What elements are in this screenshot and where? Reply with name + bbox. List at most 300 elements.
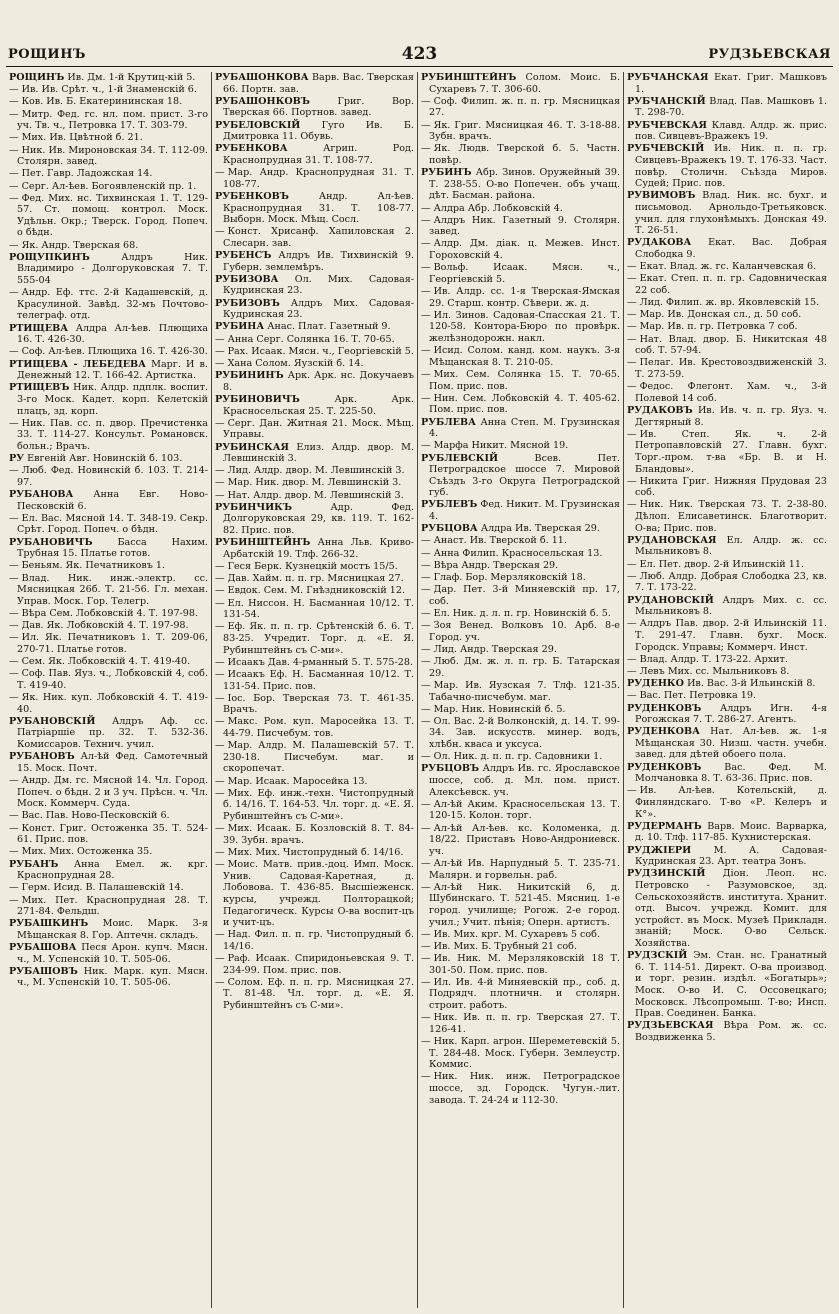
page-number: 423 bbox=[401, 44, 438, 64]
ditto-dash: — bbox=[215, 561, 225, 572]
ditto-dash: — bbox=[627, 321, 637, 333]
directory-entry bbox=[215, 191, 414, 226]
entry-details: Ел. Алдр. ж. сс. Мыльниковъ 8. bbox=[635, 534, 827, 558]
entry-details: Ник. Алдр. пдплк. воспит. 3-го Моск. Кадет. корп. Келетскій плацъ, зд. корп. bbox=[17, 382, 208, 417]
entry-details: Моис. Марк. 3-я Мѣщанская 8. Гор. Аптечн. складъ. bbox=[17, 918, 208, 941]
directory-entry bbox=[215, 346, 414, 358]
ditto-dash: — bbox=[627, 665, 637, 677]
directory-entry bbox=[9, 810, 208, 822]
entry-details: Люб. Дм. ж. л. п. гр. Б. Татарская 29. bbox=[429, 656, 620, 679]
directory-entry bbox=[627, 334, 827, 357]
entry-details: Анаст. Ив. Тверской б. 11. bbox=[433, 535, 567, 547]
directory-entry bbox=[421, 929, 620, 941]
directory-entry bbox=[627, 678, 827, 690]
entry-details: Мих. Мих. Чистопрудный б. 14/16. bbox=[227, 846, 404, 858]
directory-entry bbox=[421, 1071, 620, 1106]
directory-entry bbox=[215, 585, 414, 597]
surname: РУДЕНКО bbox=[627, 678, 684, 690]
entry-details: Ол. Ник. д. п. п. гр. Садовники 1. bbox=[433, 751, 603, 763]
entry-details: Алдръ Ив. гс. Ярославское шоссе, соб. д. Мл. пом. прист. Алексѣевск. уч. bbox=[429, 763, 620, 798]
entry-details: Ив. Дм. 1-й Крутиц-кій 5. bbox=[67, 72, 196, 83]
surname: РУДАНОВСКІЙ bbox=[627, 594, 714, 606]
ditto-dash: — bbox=[627, 357, 637, 369]
surname: РУДАКОВЪ bbox=[627, 404, 693, 416]
directory-entry bbox=[215, 621, 414, 656]
entry-details: Ив. Ал-ѣев. Котельскій, д. Финляндскаго. Т-во «Р. Келеръ и К°». bbox=[635, 785, 827, 820]
entry-details: Рах. Исаак. Мясн. ч., Георгіевскій 5. bbox=[227, 345, 414, 357]
directory-entry bbox=[215, 274, 414, 297]
surname: РУБАНОВЪ bbox=[9, 751, 75, 763]
directory-entry bbox=[215, 716, 414, 739]
directory-entry bbox=[421, 560, 620, 572]
entry-details: Алдр. Дм. діак. ц. Межев. Инст. Гороховскій 4. bbox=[429, 238, 620, 262]
entry-details: Соф. Пав. Яуз. ч., Лобковскій 4, соб. Т. 419-40. bbox=[17, 668, 208, 691]
surname: РУБИНСКАЯ bbox=[215, 441, 289, 453]
surname: РУБЛЕВЪ bbox=[421, 499, 478, 511]
entry-details: Анна Емел. ж. крг. Краснопрудная 28. bbox=[17, 858, 208, 882]
surname: РУДАКОВА bbox=[627, 237, 692, 249]
entry-details: Ив. Вас. 3-й Ильинскій 8. bbox=[687, 678, 816, 690]
entry-details: Вольф. Исаак. Мясн. ч., Георгіевскій 5. bbox=[429, 262, 620, 285]
ditto-dash: — bbox=[421, 715, 431, 727]
directory-entry bbox=[9, 287, 208, 322]
ditto-dash: — bbox=[9, 84, 19, 96]
entry-details: Ник. Карп. агрон. Шереметевскій 5. Т. 284-48. Моск. Губерн. Землеустр. Коммис. bbox=[429, 1036, 620, 1071]
directory-entry bbox=[421, 941, 620, 953]
entry-details: Нат. Влад. двор. Б. Никитская 48 соб. Т. 57-94. bbox=[635, 333, 827, 357]
ditto-dash: — bbox=[627, 499, 637, 511]
ditto-dash: — bbox=[215, 846, 225, 858]
ditto-dash: — bbox=[421, 440, 431, 452]
ditto-dash: — bbox=[627, 428, 637, 440]
entry-details: Алдръ Аф. сс. Патріаршіе пр. 32. Т. 532-36. Комиссаров. Технич. учил. bbox=[17, 715, 208, 751]
entry-details: Вас. Фед. М. Молчановка 8. Т. 63-36. Прис. пов. bbox=[635, 761, 827, 785]
ditto-dash: — bbox=[9, 108, 19, 120]
entry-details: Мар. Ник. двор. М. Левшинскій 3. bbox=[227, 477, 402, 489]
ditto-dash: — bbox=[421, 309, 431, 321]
entry-details: Соф. Ал-ѣев. Плющиха 16. Т. 426-30. bbox=[21, 346, 208, 358]
entry-details: Мар. Ив. п. гр. Петровка 7 соб. bbox=[639, 321, 798, 333]
entry-details: Митр. Фед. гс. нл. пом. прист. 3-го уч. Тв. ч., Петровка 17. Т. 303-79. bbox=[17, 108, 208, 132]
entry-details: Анас. Плат. Газетный 9. bbox=[267, 321, 391, 333]
directory-entry bbox=[215, 298, 414, 321]
ditto-dash: — bbox=[9, 846, 19, 858]
entry-details: Елиз. Алдр. двор. М. Левшинскій 3. bbox=[223, 441, 414, 465]
directory-entry bbox=[421, 238, 620, 261]
entry-details: Над. Фил. п. п. гр. Чистопрудный б. 14/16. bbox=[223, 929, 414, 952]
directory-entry bbox=[421, 799, 620, 822]
directory-entry bbox=[215, 977, 414, 1012]
ditto-dash: — bbox=[215, 357, 225, 369]
directory-entry bbox=[627, 476, 827, 499]
entry-details: Діон. Леоп. нс. Петровско - Разумовское, зд. Сельскохозяйств. института. Хранит. отд. Высоч. учрежд. Комит. для устройст. въ Моск. Музеѣ Прикладн. знаній; Моск. О-во Сельск. Хозяйства. bbox=[635, 868, 827, 949]
directory-entry bbox=[215, 418, 414, 441]
entry-details: Алдра Ал-ѣев. Плющиха 16. Т. 426-30. bbox=[17, 322, 208, 346]
directory-entry bbox=[627, 618, 827, 653]
entry-details: М. А. Садовая-Кудринская 23. Арт. театра Зонъ. bbox=[635, 844, 827, 868]
ditto-dash: — bbox=[215, 345, 225, 357]
ditto-dash: — bbox=[421, 119, 431, 131]
directory-entry bbox=[421, 535, 620, 547]
ditto-dash: — bbox=[421, 392, 431, 404]
ditto-dash: — bbox=[421, 238, 431, 250]
header-rule bbox=[6, 66, 833, 67]
entry-details: Алдра Ив. Тверская 29. bbox=[480, 523, 600, 535]
entry-details: Алдръ Пав. двор. 2-й Ильинскій 11. Т. 291-47. Главн. бухг. Моск. Городск. Управы; Коммерч. Инст. bbox=[635, 618, 827, 653]
entry-details: Ник. Ив. Мироновская 34. Т. 112-09. Столярн. завед. bbox=[17, 144, 208, 168]
ditto-dash: — bbox=[421, 584, 431, 596]
surname: РУБЧЕВСКАЯ bbox=[627, 119, 708, 131]
directory-entry bbox=[9, 918, 208, 941]
entry-details: Григ. Вор. Тверская 66. Портнов. завед. bbox=[223, 95, 414, 119]
entry-details: Ил. Зинов. Садовая-Спасская 21. Т. 120-58. Контора-Бюро по провѣрк. желѣзнодорожн. накл. bbox=[429, 309, 620, 344]
entry-details: Арк. Арк. нс. Докучаевъ 8. bbox=[223, 370, 414, 393]
ditto-dash: — bbox=[421, 620, 431, 632]
entry-details: Анна Филип. Красносельская 13. bbox=[433, 547, 603, 559]
entry-details: Вѣра Ром. ж. сс. Воздвиженка 5. bbox=[635, 1020, 827, 1043]
ditto-dash: — bbox=[215, 953, 225, 965]
ditto-dash: — bbox=[421, 1012, 431, 1024]
directory-entry bbox=[421, 286, 620, 309]
entry-details: Алдръ Игн. 4-я Рогожская 7. Т. 286-27. Агентъ. bbox=[635, 702, 827, 726]
surname: РТИЩЕВА - ЛЕБЕДЕВА bbox=[9, 358, 146, 370]
directory-entry bbox=[421, 393, 620, 416]
entry-details: Нат. Ал-ѣев. ж. 1-я Мѣщанская 30. Низш. частн. учебн. завед. для дѣтей обоего пола. bbox=[635, 726, 827, 761]
entry-details: Солом. Еф. п. п. гр. Мясницкая 27. Т. 81-48. Чл. торг. д. «Е. Я. Рубинштейнъ съ С-ми». bbox=[223, 976, 414, 1012]
ditto-dash: — bbox=[421, 368, 431, 380]
entry-details: Исаакъ Еф. Н. Басманная 10/12. Т. 131-54. Прис. пов. bbox=[223, 668, 414, 692]
entry-details: Фед. Никит. М. Грузинская 4. bbox=[429, 499, 620, 523]
entry-details: Моис. Матв. прив.-доц. Имп. Моск. Унив. Садовая-Каретная, д. Лобовова. Т. 436-85. Высшіеженск. курсы, учрежд. Полторацкой; Педагогическ. Курсы О-ва воспит-цъ и учит-цъ. bbox=[223, 859, 414, 929]
directory-entry bbox=[9, 966, 208, 989]
directory-entry bbox=[627, 950, 827, 1020]
directory-entry bbox=[9, 359, 208, 382]
ditto-dash: — bbox=[9, 894, 19, 906]
directory-entry bbox=[9, 895, 208, 918]
entry-details: Ал-ѣй Фед. Самотечный 15. Моск. Почт. bbox=[17, 751, 208, 774]
ditto-dash: — bbox=[9, 417, 19, 429]
directory-entry bbox=[421, 523, 620, 535]
entry-details: Гуго Ив. Б. Дмитровка 11. Обувь. bbox=[223, 119, 414, 143]
surname: РУБАНОВИЧЪ bbox=[9, 536, 93, 548]
ditto-dash: — bbox=[627, 333, 637, 345]
entry-details: Як. Ник. куп. Лобковскій 4. Т. 419-40. bbox=[17, 692, 208, 715]
entry-details: Ив. Ив. ч. п. гр. Яуз. ч. Дегтярный 8. bbox=[635, 404, 827, 428]
entry-details: Лид. Филип. ж. вр. Яковлевскій 15. bbox=[639, 297, 820, 309]
entry-details: Андр. Ал-ѣев. Краснопрудная 31. Т. 108-77. Выборн. Моск. Мѣщ. Сосл. bbox=[223, 190, 414, 226]
entry-details: Екат. Степ. п. п. гр. Садовническая 22 соб. bbox=[635, 273, 827, 296]
ditto-dash: — bbox=[421, 953, 431, 965]
ditto-dash: — bbox=[9, 692, 19, 704]
directory-entry bbox=[9, 72, 208, 84]
directory-entry bbox=[421, 453, 620, 499]
surname: РУБЧЕВСКІЙ bbox=[627, 143, 705, 155]
entry-details: Ол. Вас. 2-й Волконскій, д. 14. Т. 99-34. Зав. искусств. минер. водъ, хлѣбн. кваса и уксуса. bbox=[429, 715, 620, 751]
directory-entry bbox=[9, 608, 208, 620]
surname: РУБИНШТЕЙНЪ bbox=[421, 72, 517, 83]
surname: РУБЛЕВСКІЙ bbox=[421, 452, 499, 464]
entry-details: Як. Андр. Тверская 68. bbox=[21, 239, 139, 251]
ditto-dash: — bbox=[215, 859, 225, 871]
directory-entry bbox=[421, 440, 620, 452]
directory-entry bbox=[215, 859, 414, 929]
entry-details: Пет. Гавр. Ладожская 14. bbox=[21, 168, 153, 180]
entry-details: Влад. Пав. Машковъ 1. Т. 298-70. bbox=[635, 95, 827, 119]
directory-entry bbox=[627, 297, 827, 309]
ditto-dash: — bbox=[215, 167, 225, 179]
directory-entry bbox=[627, 690, 827, 702]
directory-entry bbox=[627, 845, 827, 868]
directory-entry bbox=[9, 132, 208, 144]
ditto-dash: — bbox=[9, 560, 19, 572]
ditto-dash: — bbox=[215, 477, 225, 489]
ditto-dash: — bbox=[215, 489, 225, 501]
directory-entry bbox=[9, 859, 208, 882]
directory-entry bbox=[9, 823, 208, 846]
directory-entry bbox=[9, 323, 208, 346]
entry-details: Вѣра Сем. Лобковскій 4. Т. 197-98. bbox=[21, 607, 199, 619]
ditto-dash: — bbox=[627, 690, 637, 702]
ditto-dash: — bbox=[421, 345, 431, 357]
directory-entry bbox=[627, 429, 827, 475]
entry-details: Як. Григ. Мясницкая 46. Т. 3-18-88. Зубн. врачъ. bbox=[429, 119, 620, 143]
ditto-dash: — bbox=[421, 1036, 431, 1048]
entry-details: Влад. Ник. инж.-электр. сс. Мясницкая 26б. Т. 21-56. Гл. механ. Управ. Моск. Гор. Телегр. bbox=[17, 572, 208, 607]
ditto-dash: — bbox=[421, 679, 431, 691]
directory-entry bbox=[215, 740, 414, 775]
directory-entry bbox=[9, 418, 208, 453]
ditto-dash: — bbox=[421, 881, 431, 893]
directory-entry bbox=[9, 453, 208, 465]
entry-details: Ник. Ник. Тверская 73. Т. 2-38-80. Дѣлоп. Елисаветинск. Благотворит. О-ва; Прис. пов. bbox=[635, 499, 827, 534]
page-header bbox=[0, 0, 839, 68]
ditto-dash: — bbox=[421, 95, 431, 107]
directory-entry bbox=[215, 573, 414, 585]
entry-details: Алдръ Ив. Тихвинскій 9. Губерн. землемѣръ. bbox=[223, 250, 414, 273]
entry-details: Всев. Пет. Петроградское шоссе 7. Мировой Съѣздъ 3-го Округа Петроградской губ. bbox=[429, 452, 620, 499]
entry-details: Ков. Ив. Б. Екатерининская 18. bbox=[21, 96, 183, 108]
directory-entry bbox=[627, 309, 827, 321]
directory-entry bbox=[215, 465, 414, 477]
directory-entry bbox=[9, 252, 208, 287]
directory-entry bbox=[627, 595, 827, 618]
directory-entry bbox=[421, 680, 620, 703]
directory-entry bbox=[215, 657, 414, 669]
ditto-dash: — bbox=[9, 620, 19, 632]
entry-details: Лид. Алдр. двор. М. Левшинскій 3. bbox=[227, 465, 405, 477]
entry-details: Ал-ѣй Ив. Нарпудный 5. Т. 235-71. Малярн. и горвельн. раб. bbox=[429, 857, 620, 881]
ditto-dash: — bbox=[215, 668, 225, 680]
ditto-dash: — bbox=[9, 775, 19, 787]
directory-entry bbox=[9, 573, 208, 608]
surname: РУДЗСКІЙ bbox=[627, 950, 688, 962]
directory-entry bbox=[9, 465, 208, 488]
ditto-dash: — bbox=[421, 202, 431, 214]
entry-details: Анна Евг. Ново-Песковскій 6. bbox=[17, 489, 208, 512]
surname: РУБЧАНСКІЙ bbox=[627, 95, 706, 107]
directory-entry bbox=[627, 357, 827, 380]
ditto-dash: — bbox=[9, 632, 19, 644]
directory-entry bbox=[9, 181, 208, 193]
surname: РУБИНЪ bbox=[421, 167, 472, 179]
directory-entry bbox=[215, 847, 414, 859]
surname: РУДАНОВСКАЯ bbox=[627, 534, 717, 546]
entry-details: Солом. Моис. Б. Сухаревъ 7. Т. 306-60. bbox=[429, 72, 620, 95]
ditto-dash: — bbox=[9, 668, 19, 680]
surname: РУБЦОВА bbox=[421, 523, 478, 535]
ditto-dash: — bbox=[421, 143, 431, 155]
entry-details: Мих. Сем. Солянка 15. Т. 70-65. Пом. прис. пов. bbox=[429, 368, 620, 392]
ditto-dash: — bbox=[215, 656, 225, 668]
surname: РУВИМОВЪ bbox=[627, 190, 696, 202]
directory-entry bbox=[421, 751, 620, 763]
ditto-dash: — bbox=[215, 465, 225, 477]
ditto-dash: — bbox=[421, 559, 431, 571]
ditto-dash: — bbox=[627, 475, 637, 487]
surname: РУБАНОВА bbox=[9, 489, 74, 501]
entry-details: Екат. Вас. Добрая Слободка 9. bbox=[635, 237, 827, 260]
directory-entry bbox=[9, 346, 208, 358]
entry-details: Мих. Ив. Цвѣтной б. 21. bbox=[21, 132, 143, 144]
entry-details: Мар. Исаак. Маросейка 13. bbox=[227, 775, 368, 787]
ditto-dash: — bbox=[421, 656, 431, 668]
ditto-dash: — bbox=[627, 261, 637, 273]
entry-details: Фед. Мих. нс. Тихвинская 1. Т. 129-57. Ст. помощ. контрол. Моск. Удѣльн. Окр.; Тверск. Город. Попеч. о бѣдн. bbox=[17, 192, 208, 239]
ditto-dash: — bbox=[9, 822, 19, 834]
surname: РУБИНШТЕЙНЪ bbox=[215, 537, 311, 549]
directory-entry bbox=[215, 929, 414, 952]
directory-entry bbox=[421, 644, 620, 656]
directory-entry bbox=[9, 513, 208, 536]
entry-details: Анна Льв. Криво-Арбатскій 19. Тлф. 266-32. bbox=[223, 537, 414, 560]
ditto-dash: — bbox=[215, 621, 225, 633]
ditto-dash: — bbox=[421, 262, 431, 274]
surname: РУБИНОВИЧЪ bbox=[215, 393, 300, 405]
entry-details: Ал-ѣй Ник. Никитскій 6, д. Шубинскаго. Т. 521-45. Мясниц. 1-е город. училище; Рогож. 2-е город. учил.; Учит. пѣнія; Оперн. артистъ. bbox=[429, 881, 620, 928]
directory-entry bbox=[421, 548, 620, 560]
ditto-dash: — bbox=[215, 929, 225, 941]
entry-details: Арк. Арк. Красносельская 25. Т. 225-50. bbox=[223, 393, 414, 417]
ditto-dash: — bbox=[627, 381, 637, 393]
directory-entry bbox=[421, 977, 620, 1012]
ditto-dash: — bbox=[215, 597, 225, 609]
ditto-dash: — bbox=[627, 273, 637, 285]
directory-entry bbox=[627, 72, 827, 95]
directory-entry bbox=[9, 240, 208, 252]
entry-details: Мих. Еф. инж.-техн. Чистопрудный б. 14/16. Т. 164-53. Чл. торг. д. «Е. Я. Рубинштейнъ съ С-ми». bbox=[223, 787, 414, 822]
ditto-dash: — bbox=[627, 618, 637, 630]
directory-entry bbox=[215, 788, 414, 823]
ditto-dash: — bbox=[9, 144, 19, 156]
entry-details: Ив. Степ. Як. ч. 2-й Петропавловскій 27. Главн. бухг. Торг.-пром. т-ва «Бр. В. и Н. Бландовы». bbox=[635, 428, 827, 475]
directory-entry bbox=[9, 109, 208, 132]
entry-details: Ив. Ник. М. Мерзляковскій 18 Т. 301-50. Пом. прис. пов. bbox=[429, 953, 620, 976]
entry-details: Макс. Ром. куп. Маросейка 13. Т. 44-79. Писчебум. тов. bbox=[223, 716, 414, 740]
entry-details: Люб. Фед. Новинскій б. 103. Т. 214-97. bbox=[17, 465, 208, 488]
directory-entry bbox=[627, 120, 827, 143]
entry-details: Алдръ Ник. Газетный 9. Столярн. завед. bbox=[429, 214, 620, 238]
entry-details: Клавд. Алдр. ж. прис. пов. Сивцевъ-Вражекъ 19. bbox=[635, 119, 827, 143]
surname: РОЩИНЪ bbox=[9, 72, 65, 83]
directory-entry bbox=[627, 654, 827, 666]
entry-details: Исаакъ Дав. 4-рманный 5. Т. 575-28. bbox=[227, 656, 413, 668]
directory-entry bbox=[9, 632, 208, 655]
entry-details: Влад. Ник. нс. бухг. и письмовод. Арнольдо-Третьяковск. учил. для глухонѣмыхъ. Донская 49. Т. 26-51. bbox=[635, 190, 827, 237]
entry-details: Влад. Алдр. Т. 173-22. Архит. bbox=[639, 653, 788, 665]
columns bbox=[6, 72, 833, 1308]
directory-entry bbox=[9, 751, 208, 774]
directory-entry bbox=[421, 369, 620, 392]
surname: РУБИЗОВА bbox=[215, 273, 279, 285]
ditto-dash: — bbox=[9, 465, 19, 477]
entry-details: Дар. Пет. 3-й Миняевскій пр. 17, соб. bbox=[429, 584, 620, 607]
ditto-dash: — bbox=[627, 570, 637, 582]
entry-details: Алдръ Мих. с. сс. Мыльниковъ 8. bbox=[635, 594, 827, 618]
entry-details: Конст. Хрисанф. Хапиловская 2. Слесарн. зав. bbox=[223, 226, 414, 249]
directory-entry bbox=[421, 1036, 620, 1071]
ditto-dash: — bbox=[9, 168, 19, 180]
ditto-dash: — bbox=[215, 775, 225, 787]
directory-entry bbox=[627, 762, 827, 785]
directory-entry bbox=[9, 846, 208, 858]
ditto-dash: — bbox=[9, 239, 19, 251]
ditto-dash: — bbox=[421, 286, 431, 298]
directory-entry bbox=[421, 1012, 620, 1035]
directory-entry bbox=[215, 96, 414, 119]
ditto-dash: — bbox=[215, 976, 225, 988]
directory-entry bbox=[9, 382, 208, 417]
ditto-dash: — bbox=[627, 309, 637, 321]
directory-entry bbox=[421, 310, 620, 345]
directory-entry bbox=[421, 704, 620, 716]
entry-details: Вас. Пет. Петровка 19. bbox=[639, 690, 756, 702]
directory-entry bbox=[215, 823, 414, 846]
entry-details: Мих. Пет. Краснопрудная 28. Т. 271-84. Фельдш. bbox=[17, 894, 208, 918]
directory-entry bbox=[421, 716, 620, 751]
directory-entry bbox=[627, 261, 827, 273]
entry-details: Никита Григ. Нижняя Прудовая 23 соб. bbox=[635, 475, 827, 499]
entry-details: Ник. Ив. п. п. гр. Тверская 27. Т. 126-41. bbox=[429, 1012, 620, 1035]
directory-entry bbox=[421, 608, 620, 620]
directory-entry bbox=[421, 882, 620, 928]
ditto-dash: — bbox=[9, 882, 19, 894]
surname: РУБАШОВА bbox=[9, 942, 77, 954]
directory-entry bbox=[215, 394, 414, 417]
directory-entry bbox=[627, 273, 827, 296]
ditto-dash: — bbox=[215, 573, 225, 585]
entry-details: Мар. Андр. Краснопрудная 31. Т. 108-77. bbox=[223, 167, 414, 190]
surname: РУДЕНКОВЪ bbox=[627, 702, 702, 714]
entry-details: Абр. Зинов. Оружейный 39. Т. 238-55. О-во Попечен. объ учащ. дѣт. Басман. района. bbox=[429, 167, 620, 202]
ditto-dash: — bbox=[215, 333, 225, 345]
directory-entry bbox=[627, 237, 827, 260]
directory-entry bbox=[627, 96, 827, 119]
surname: РТИЩЕВЪ bbox=[9, 382, 70, 394]
entry-details: Адр. Фед. Долгоруковская 29, кв. 119. Т. 162-82. Прис. пов. bbox=[223, 501, 414, 537]
ditto-dash: — bbox=[421, 643, 431, 655]
directory-entry bbox=[627, 821, 827, 844]
surname: РУБЦОВЪ bbox=[421, 763, 480, 775]
surname: РУБИНЧИКЪ bbox=[215, 501, 293, 513]
surname: РУ bbox=[9, 453, 24, 465]
directory-entry bbox=[9, 560, 208, 572]
entry-details: Вѣра Андр. Тверская 29. bbox=[433, 559, 559, 571]
directory-entry bbox=[627, 143, 827, 189]
entry-details: Конст. Григ. Остоженка 35. Т. 524-61. Прис. пов. bbox=[17, 822, 208, 846]
entry-details: Раф. Исаак. Спиридоньевская 9. Т. 234-99. Пом. прис. пов. bbox=[223, 953, 414, 976]
directory-entry bbox=[9, 656, 208, 668]
entry-details: Ив. Мих. Б. Трубный 21 соб. bbox=[433, 940, 578, 952]
